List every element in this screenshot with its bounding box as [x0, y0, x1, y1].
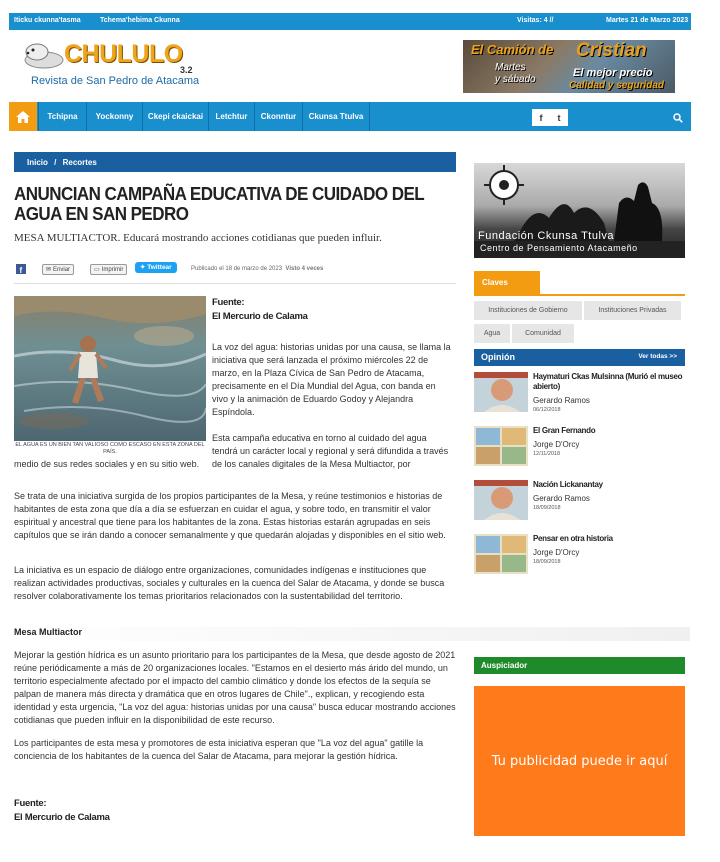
opinion-item[interactable]: El Gran Fernando Jorge D'Orcy 12/11/2018	[474, 426, 685, 470]
logo-text: CHULULO	[64, 40, 183, 68]
breadcrumb-current[interactable]: Recortes	[62, 158, 97, 167]
comic-image	[474, 426, 528, 466]
main-nav	[9, 102, 691, 131]
child-in-water-image	[14, 296, 206, 441]
breadcrumb-home[interactable]: Inicio	[27, 158, 48, 167]
article-photo	[14, 296, 206, 441]
tweet-button[interactable]: ✦ Twittear	[135, 262, 177, 273]
claves-header: Claves	[474, 271, 540, 295]
fundacion-title: Fundación Ckunsa Ttulva	[478, 230, 615, 242]
banner-line-1: El Camión de	[471, 42, 554, 57]
nav-social-links	[532, 109, 568, 126]
topbar-link-1[interactable]: Iticku ckunna'tasma	[14, 17, 81, 24]
fundacion-banner[interactable]	[474, 163, 685, 258]
banner-line-4: El mejor precio	[573, 67, 653, 79]
source-block: Fuente: El Mercurio de Calama	[212, 297, 308, 322]
paragraph-4: La iniciativa es un espacio de diálogo entre organizaciones, comunidades indígenas e instituciones que realizan actividades productivas, sociales y culturales en la cuenca del Salar de Atacama, y donde se busca resolver colaborativamente los temas prioritarios relacionados con la sustentabilidad del territorio.	[14, 565, 445, 601]
paragraph-3: Se trata de una iniciativa surgida de los propios participantes de la Mesa, y reúne testimonios e historias de habitantes de esta zona que día a día se esfuerzan en cuidar el agua, y sobre todo, en transmitir el valor espiritual y ancestral que tiene para los habitantes de la zona. Estas historias estarán agrupadas en seis capítulos que se irán dando a conocer semanalmente y que quedarán alojadas y disponibles en el sitio web.	[14, 491, 446, 540]
section-subhead: Mesa Multiactor	[14, 627, 690, 641]
top-bar	[9, 13, 691, 30]
opinion-item[interactable]: Pensar en otra historia Jorge D'Orcy 18/09/2018	[474, 534, 685, 578]
nav-item-letchtur[interactable]: Letchtur	[208, 102, 254, 131]
seal-logo-icon	[22, 42, 66, 70]
breadcrumb: Inicio / Recortes	[14, 152, 456, 172]
home-icon	[16, 111, 30, 123]
tag-gobierno[interactable]: Instituciones de Gobierno	[474, 301, 582, 320]
current-date: Martes 21 de Marzo 2023	[606, 17, 689, 24]
facebook-share-icon[interactable]	[16, 264, 26, 274]
article-lead: MESA MULTIACTOR. Educará mostrando acciones cotidianas que pueden influir.	[14, 232, 382, 244]
header-banner-ad[interactable]	[463, 40, 675, 93]
nav-item-ckonntur[interactable]: Ckonntur	[254, 102, 302, 131]
topbar-link-2[interactable]: Tchema'hebima Ckunna	[100, 17, 180, 24]
photo-caption: EL AGUA ES UN BIEN TAN VALIOSO COMO ESCASO EN ESTA ZONA DEL PAÍS.	[15, 442, 205, 455]
banner-line-2: Cristian	[576, 40, 647, 61]
author-photo	[474, 372, 528, 412]
paragraph-2-cont: medio de sus redes sociales y en su sitio web.	[14, 459, 200, 469]
paragraph-2: Esta campaña educativa en torno al cuidado del agua tendrá un carácter local y regional y será difundida a través de los canales digitales de la Mesa Multiactor, por	[212, 433, 449, 469]
nav-item-yockonny[interactable]: Yockonny	[86, 102, 142, 131]
logo-subtitle: Revista de San Pedro de Atacama	[31, 75, 200, 87]
twitter-icon[interactable]: t	[557, 112, 561, 123]
footer-source-block: Fuente: El Mercurio de Calama	[14, 798, 110, 823]
claves-divider	[474, 294, 685, 296]
site-logo[interactable]	[22, 40, 222, 92]
view-count: Visto 4 veces	[285, 266, 324, 272]
nav-item-ckunsa-ttulva[interactable]: Ckunsa Ttulva	[302, 102, 370, 131]
opinion-item[interactable]: Nación Lickanantay Gerardo Ramos 18/09/2018	[474, 480, 685, 524]
print-button[interactable]: ▭ Imprimir	[90, 264, 127, 275]
visits-counter: Visitas: 4 //	[517, 17, 554, 24]
tag-agua[interactable]: Agua	[474, 324, 510, 343]
opinion-item[interactable]: Haymaturi Ckas Mulsinna (Murió el museo abierto) Gerardo Ramos 06/12/2018	[474, 372, 685, 416]
sponsor-header: Auspiciador	[474, 657, 685, 674]
comic-image	[474, 534, 528, 574]
fundacion-subtitle: Centro de Pensamiento Atacameño	[480, 243, 638, 253]
svg-text:f: f	[19, 266, 23, 274]
nav-item-ckepi-ckaickai[interactable]: Ckepi ckaickai	[142, 102, 208, 131]
sidebar-ad[interactable]: Tu publicidad puede ir aquí	[474, 686, 685, 836]
nav-item-tchipna[interactable]: Tchipna	[38, 102, 86, 131]
article-title: ANUNCIAN CAMPAÑA EDUCATIVA DE CUIDADO DEL AGUA EN SAN PEDRO	[14, 183, 424, 224]
banner-days: Martes y sábado	[495, 62, 536, 85]
twitter-bird-icon: ✦	[140, 264, 148, 271]
email-button[interactable]: ✉ Enviar	[42, 264, 74, 275]
facebook-icon[interactable]: f	[539, 112, 543, 123]
email-icon: ✉	[46, 267, 52, 273]
author-photo	[474, 480, 528, 520]
paragraph-6: Los participantes de esta mesa y promotores de esta iniciativa esperan que "La voz del agua" gatille la conciencia de los habitantes de la cuenca del Salar de Atacama, para mejorar la gestión hídrica.	[14, 738, 424, 761]
share-bar	[14, 262, 456, 278]
search-icon	[673, 113, 683, 123]
tag-privadas[interactable]: Instituciones Privadas	[584, 301, 681, 320]
nav-home-button[interactable]	[9, 102, 37, 131]
opinion-see-all-link[interactable]: Ver todas >>	[638, 353, 677, 360]
publish-info: Publicado el 18 de marzo de 2023 Visto 4 veces	[191, 266, 324, 272]
divider	[14, 283, 456, 284]
opinion-header: Opinión Ver todas >>	[474, 349, 685, 366]
print-icon: ▭	[94, 267, 100, 273]
logo-version: 3.2	[180, 65, 193, 75]
banner-line-5: Calidad y seguridad	[569, 80, 665, 91]
paragraph-1: La voz del agua: historias unidas por una causa, se llama la iniciativa que será lanzada el próximo miércoles 22 de marzo, en la Plaza Cívica de San Pedro de Atacama, precisamente en el Día Mundial del Agua, con banda en vivo y la animación de Eduardo Godoy y Alejandra Espíndola.	[212, 342, 451, 417]
search-button[interactable]	[673, 110, 683, 128]
tag-comunidad[interactable]: Comunidad	[512, 324, 574, 343]
paragraph-5: Mejorar la gestión hídrica es un asunto prioritario para los participantes de la Mesa, que desde agosto de 2021 reúne periódicamente a más de 20 organizaciones locales. "Estamos en el desierto más árido del mundo, un territorio especialmente afectado por el impacto del cambio climático y donde los efectos de la sequía se palpan de manera más directa y dramática que en otros lugares de Chile"., explican, y recogiendo esta identidad y esta urgencia, "La voz del agua: historias unidas por una causa" busca educar mostrando acciones cotidianas que pueden influir en la disponibilidad de este recurso.	[14, 650, 456, 725]
